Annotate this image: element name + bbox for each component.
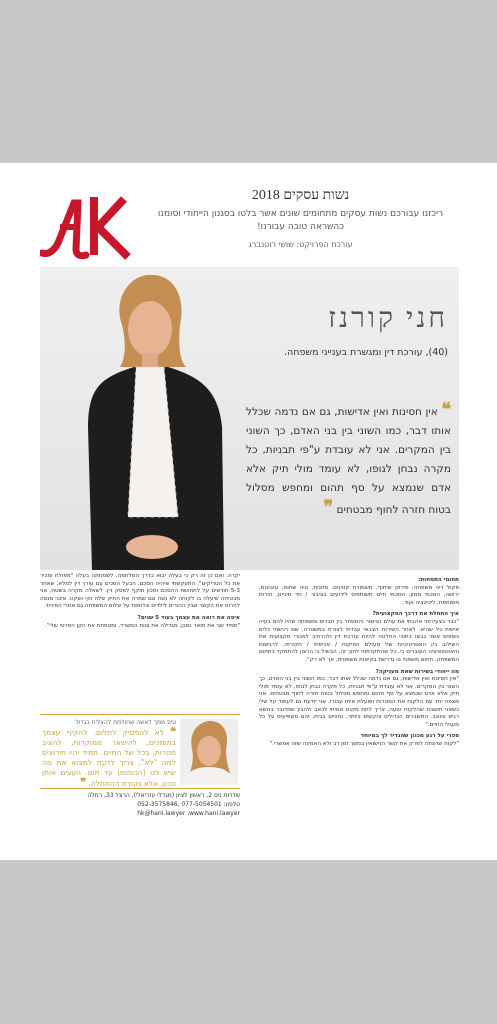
quote-open-icon: ❝ xyxy=(441,399,451,419)
profile-quote-text: אין חסינות ואין אדישות, גם אם נדמה שכלל אותו דבר, כמו השוני בין בני האדם, כך השוני בין המקרים. אני לא עובדת ע"פי תבניות, כל מקרה נבחן לגופו, לא עומד מולי תיק אלא אדם שנמצא על סף תהום ומחפש מסלול בטוח חזרה לחוף מבטחים xyxy=(246,406,451,516)
ak-logo xyxy=(40,193,132,261)
article-left-column xyxy=(40,573,240,630)
section-text: יקרה. ואם כן זה רק כי בעלה יבוא בדרך המלחמה. לשמחתה בעלה "מפולח ומכיר את כל הטריקים", התעקשתי שיהיה הסכם, הבעל הסכים עם עורך דין למלא, שאחר 5-3 חודשים על לתחושת ההסכם ומכון תוקף לפסק דין. לשאלה מקרה בשטח, אני מבטיחה שיעלה בו לקוחה לא נשה וגם שמרה את התיק שלה נקי ושקט. אינני מנסה להרוס את הקשר שבין ההורים לילדים ונלחמת על שלום המשפחה גם אחרי הפירוד. xyxy=(40,573,240,610)
section-heading: איך התחלת את דרכך המקצועית? xyxy=(372,611,459,618)
section-heading: תחומי התמחות: xyxy=(418,577,459,583)
tip-text xyxy=(42,727,176,789)
portrait-thumbnail xyxy=(180,719,238,785)
magazine-subtitle: ריכזנו עבורכם נשות עסקים מתחומים שונים אשר בלטו בסגנון הייחודי וסומנו כהשראה טובה עבורנו! xyxy=(157,209,444,232)
contact-phone: טלפון: 077-5054501 ,052-3575846 xyxy=(137,801,240,808)
section-text: פקול דיני משפחה: פירוק שיתוף, משמורת קטינים, מזונות, וניני שחות, עזבונות, ירושה, הסכמי ממון, הסכמי חיים משותפים לידועים בציבור / חד מיניים, הורות משותפת, ליטיגציה ועוד. xyxy=(259,584,459,606)
magazine-editor: עורכת הפרויקט: שושי רוטנברג xyxy=(248,240,353,249)
magazine-title: נשות עסקים 2018 xyxy=(251,188,350,203)
profile-role: (40), עורכת דין ומגשרת בענייני משפחה. xyxy=(284,347,448,358)
tip-text-body: לא להפסיק לחלום. להקיף עצמך בתומכים, להישאר ממוקדות, להציב מטרות, בכל של החיים. תמיד יהיו תירוצים למה "לא", צריך לדעת למצוא את מה שיש לנו (הכוחות) עד תום. העצים אותן ונכון, אלא נקודת ההתחלה. xyxy=(42,728,176,788)
quote-close-icon: ❞ xyxy=(80,777,87,789)
section-heading: ספרי על רגע מכונן שהגדיר לך במיוחד xyxy=(360,733,459,740)
profile-quote xyxy=(246,400,451,520)
section-text: "תמיד שני את תואר נסכן, מגדילה את צוות המשרד, ומטפחת את הקן הפרטי שלי". xyxy=(45,622,240,629)
tip-box xyxy=(40,714,240,789)
quote-open-icon: ❝ xyxy=(170,726,176,738)
magazine-page xyxy=(0,163,497,860)
section-text: "לקוח שרצתה לפרק את קשר הנישואין במשך זמן רב ולא האמינה שזה אפשרי." xyxy=(269,740,459,747)
section-heading: איפה את רואה את עצמך בעוד 5 שנים? xyxy=(137,614,240,621)
contact-email-web: hk@hani.lawyer ,www.hani.lawyer xyxy=(137,810,240,817)
contact-info xyxy=(40,791,240,818)
profile-name: חני קורנז xyxy=(328,303,448,334)
quote-close-icon: ❞ xyxy=(323,497,334,517)
section-text: "אין חסינות ואין אדישות, גם אם נדמה שכלל אותו דבר, כמו השוני בין בני האדם, כך השוני בין המקרים. אני לא עובדת ע"פי תבניות, כל מקרה נבחן לגופו, לא עומד מולי תיק אלא אדם שנמצא על סף תהום ומחפש מסלול בטוח חזרה לחוף מבטחים. אני מצפה יחד עם הלקוח את המטרות ופועלת איתו עבורו. אני יודעת גם לעמוד על שלי כשאני חושבת שהלקוח טועה, צריך לתת מקום אמיתי לכאב ולהבין שמדובר בנושא רגיש וכואב. המשברים הגדולים והקשים ביותר, נחוויים בבית, והם משפיעים על כל מעגלי החיים." xyxy=(259,676,459,728)
section-heading: מה ייחודי בשירות שאת מעניקה? xyxy=(375,668,459,675)
section-text: "כבר בצעירותי אהבתי את עולם הגישור והמסחר בין חברים ומשפחה שהיו להם בעיה אישית כל שהיא. לאחר השירות הצבאי עבדתי לצורת במשטרה, שם רכשתי כלים נוספים אשר גבשו בתוכי החלטה להיות עורכת דין ולהרחיב למגורי מקצועית את השילוב בין האסרטיביות של מעולם הפיקוח / אכיפתי / חקירתי, לרגישות והאינטואיציה העוברים בי, כל שהתקדמתי לתוך זה, הבשיל בי הרצון להתמקד בתחום המשפחה, תחום משפטי בו נדרשת בקיאות משפטית, אך לא רק". xyxy=(259,618,459,663)
profile-photo-area xyxy=(40,267,459,570)
tip-heading: טיפ ממך לאשה שחולמת להצליח בגדול xyxy=(75,719,176,726)
article-right-column xyxy=(259,573,459,748)
magazine-header xyxy=(142,187,459,249)
contact-address: שדרות ניס 2, ראשון לציון (מגדלי עזריאלי), הרצל 33, רמלה xyxy=(87,792,240,799)
